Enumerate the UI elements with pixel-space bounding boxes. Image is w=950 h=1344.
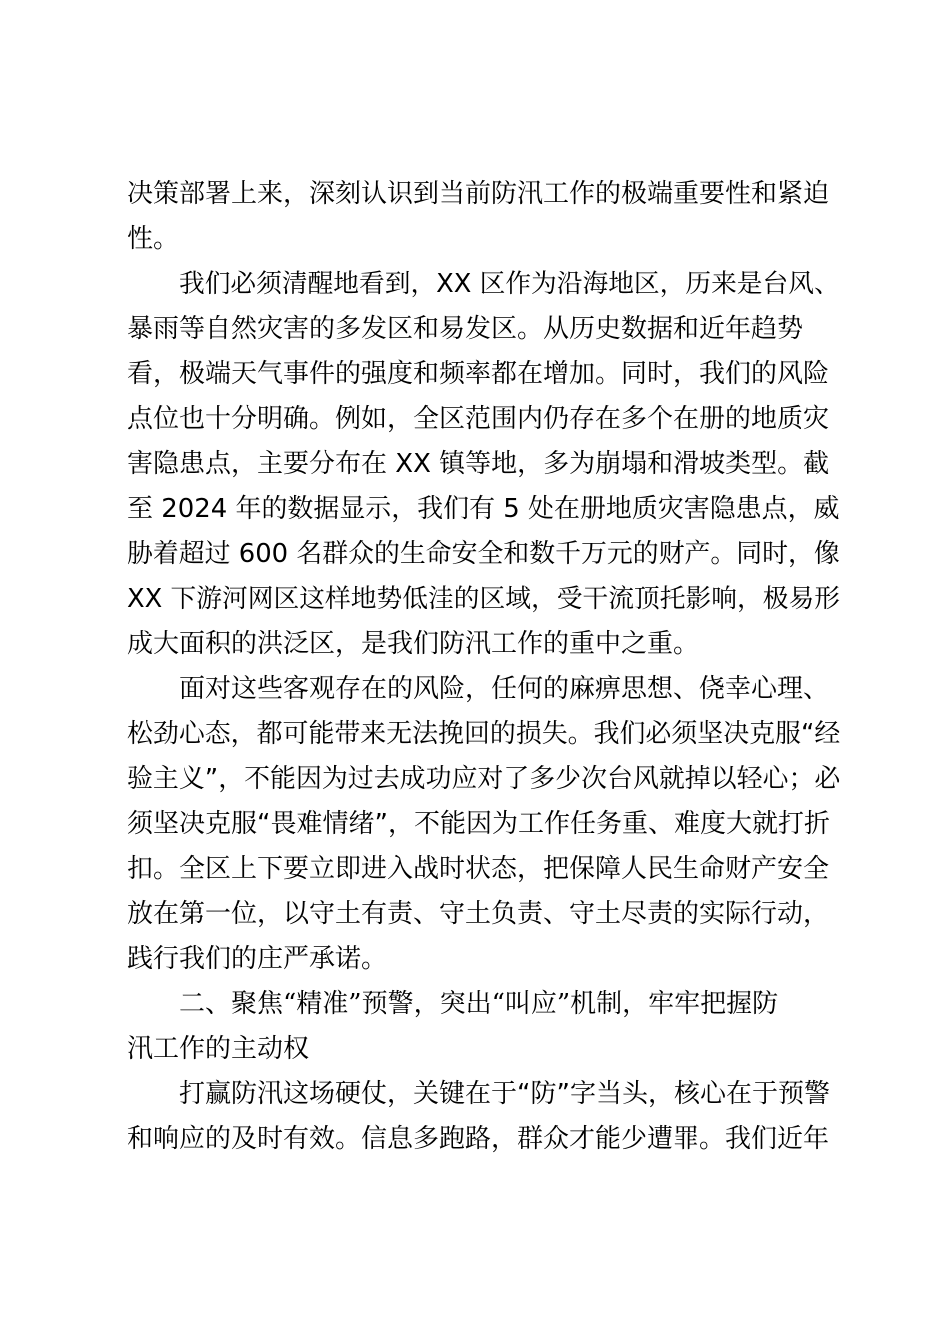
paragraph-first-line: 面对这些客观存在的风险，任何的麻痹思想、侥幸心理、	[179, 674, 830, 704]
paragraph-first-line: 我们必须清醒地看到，XX 区作为沿海地区，历来是台风、	[179, 269, 840, 299]
body-text-line: 点位也十分明确。例如，全区范围内仍存在多个在册的地质灾	[127, 404, 830, 434]
body-text-line: 成大面积的洪泛区，是我们防汛工作的重中之重。	[127, 629, 700, 659]
body-text-line: 胁着超过 600 名群众的生命安全和数千万元的财产。同时，像	[127, 539, 840, 569]
body-text-line: 至 2024 年的数据显示，我们有 5 处在册地质灾害隐患点，威	[127, 494, 840, 524]
section-heading-continued: 汛工作的主动权	[127, 1034, 310, 1064]
body-text-line: 松劲心态，都可能带来无法挽回的损失。我们必须坚决克服“经	[127, 719, 841, 749]
body-text-line: 看，极端天气事件的强度和频率都在增加。同时，我们的风险	[127, 359, 830, 389]
body-text-line: 践行我们的庄严承诺。	[127, 944, 388, 974]
body-text-line: 验主义”，不能因为过去成功应对了多少次台风就掉以轻心；必	[127, 764, 841, 794]
section-heading: 二、聚焦“精准”预警，突出“叫应”机制，牢牢把握防	[179, 989, 779, 1019]
body-text-line: 决策部署上来，深刻认识到当前防汛工作的极端重要性和紧迫	[127, 179, 830, 209]
paragraph-first-line: 打赢防汛这场硬仗，关键在于“防”字当头，核心在于预警	[179, 1079, 830, 1109]
body-text-line: 扣。全区上下要立即进入战时状态，把保障人民生命财产安全	[127, 854, 830, 884]
body-text-line: 害隐患点，主要分布在 XX 镇等地，多为崩塌和滑坡类型。截	[127, 449, 830, 479]
body-text-line: 暴雨等自然灾害的多发区和易发区。从历史数据和近年趋势	[127, 314, 804, 344]
body-text-line: 放在第一位，以守土有责、守土负责、守土尽责的实际行动，	[127, 899, 830, 929]
body-text-line: 性。	[127, 224, 180, 254]
body-text-line: 和响应的及时有效。信息多跑路，群众才能少遭罪。我们近年	[127, 1124, 830, 1154]
body-text-line: XX 下游河网区这样地势低洼的区域，受干流顶托影响，极易形	[127, 584, 840, 614]
body-text-line: 须坚决克服“畏难情绪”，不能因为工作任务重、难度大就打折	[127, 809, 830, 839]
